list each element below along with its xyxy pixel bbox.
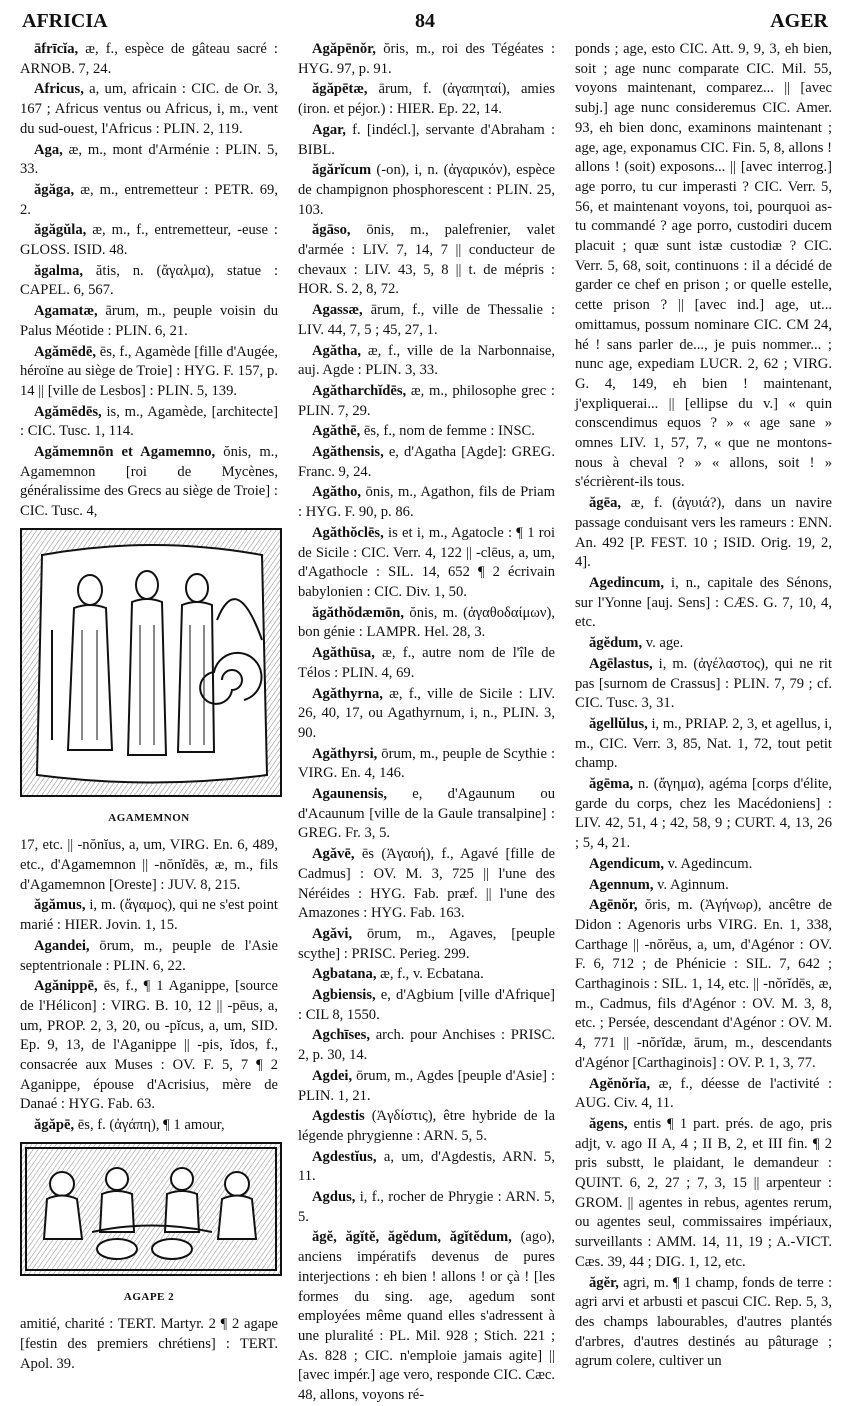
- entry-headword: Agdestĭus,: [312, 1148, 377, 1165]
- entry-headword: Agăthūsa,: [312, 645, 375, 662]
- entry-definition: æ, f., v. Ecbatana.: [376, 966, 484, 983]
- dictionary-entry: [298, 80, 555, 119]
- dictionary-entry: [20, 977, 278, 1115]
- entry-headword: ăgĕr,: [589, 1274, 619, 1291]
- dictionary-entry: [575, 876, 832, 896]
- dictionary-entry: [575, 715, 832, 774]
- entry-definition: (-on), i, n. (ἀγαρικόν), espèce de champignon phosphorescent : PLIN. 25, 103.: [298, 162, 555, 218]
- dictionary-entry: [575, 855, 832, 875]
- entry-definition: i, m. (ἄγαμος), qui ne s'est point marié : HIER. Jovin. 1, 15.: [20, 897, 278, 934]
- entry-definition: ōrum, m., Agaves, [peuple scythe] : PRISC. Perieg. 299.: [298, 925, 555, 962]
- entry-headword: Agchīses,: [312, 1027, 370, 1044]
- entry-definition: entis ¶ 1 part. prés. de ago, pris adjt, v. ago II A, 4 ; II B, 2, et III fin. ¶ 2 pris substt, le plaidant, le demandeur : QUINT. 6, 2, 27 ; 7, 3, 15 || arpenteur : GROM. || agentes in rebus, agentes rerum, ou agentes seul, commissaires impériaux, surveillants : AMM. 14, 11, 19 ; A.-VICT. Cæs. 39, 44 ; DIG. 1, 12, etc.: [575, 1115, 832, 1270]
- dictionary-entry: [20, 1116, 278, 1136]
- dictionary-entry: [298, 443, 555, 482]
- entry-definition: æ, f., ville de la Narbonnaise, auj. Agde : PLIN. 3, 33.: [298, 342, 555, 379]
- entry-headword: Agdei,: [312, 1067, 353, 1084]
- entry-definition: ōrum, m., peuple de Scythie : VIRG. En. 4, 146.: [298, 745, 555, 782]
- entry-definition: v. Aginnum.: [653, 876, 729, 893]
- entry-headword: Agaunensis,: [312, 786, 388, 803]
- entry-definition: ŏris, m., roi des Tégéates : HYG. 97, p. 91.: [298, 41, 555, 77]
- entry-headword: Agennum,: [589, 876, 654, 893]
- entry-headword: ăgăpētæ,: [312, 81, 368, 98]
- dictionary-entry: [20, 443, 278, 522]
- entry-headword: ăgămus,: [34, 897, 86, 914]
- entry-definition: arch. pour Anchises : PRISC. 2, p. 30, 14.: [298, 1027, 555, 1064]
- dictionary-entry: [298, 1228, 555, 1405]
- entry-headword: Agănippē,: [34, 978, 98, 995]
- entry-definition: ōrum, m., Agdes [peuple d'Asie] : PLIN. 1, 21.: [298, 1067, 555, 1104]
- entry-definition: i, m., PRIAP. 2, 3, et agellus, i, m., CIC. Verr. 3, 85, Nat. 1, 72, tout petit champ.: [575, 715, 832, 772]
- entry-definition: ponds ; age, esto CIC. Att. 9, 9, 3, eh bien, soit ; age nunc comparate CIC. Mil. 55, voyons maintenant, comparez... || [avec subj.] age nunc consideremus CIC. Amer. 93, eh bien donc, examinons maintenant ; age, age, exponamus CIC. Fin. 5, 8, allons ! allons ! (soit) exposons... || [avec interrog.] age porro, tu cur imperasti ? CIC. Verr. 5, 56, et maintenant voyons, toi, pourquoi as-tu commandé ? age porro, custodiri ducem placuit ; quæ sunt istæ custodiæ ? CIC. Verr. 5, 68, soit, continuons : il a décidé de garder ce chef en prison ; or quelle estelle, cette prison ? || [avec ind.] age, ut... omittamus, possum nominare CIC. CM 24, hé ! sans parler de..., je puis nommer... ; nunc age, expediam LUCR. 2, 62 ; VIRG. G. 4, 149, eh bien ! maintenant, j'expliquerai... || [ellipse du v.] « quin conscendimus equos ? » « age sane » omnes LIV. 1, 57, 7, « que ne montons-nous à cheval ? » « allons, soit ! » s'écrièrent-ils tous.: [575, 41, 832, 491]
- entry-definition: i, f., rocher de Phrygie : ARN. 5, 5.: [298, 1189, 555, 1225]
- entry-headword: ăgēa,: [589, 495, 622, 512]
- figure-agamemnon: [20, 528, 278, 828]
- dictionary-entry: [298, 1026, 555, 1065]
- dictionary-entry: [298, 483, 555, 522]
- entry-headword: Agăthē,: [312, 423, 361, 440]
- entry-definition: ēs (Ἀγαυή), f., Agavé [fille de Cadmus] : OV. M. 3, 725 || l'une des Néréides : HYG. Fab. præf. || l'une des Amazones : HYG. Fab. 163.: [298, 846, 555, 922]
- entry-definition: e, d'Agatha [Agde]: GREG. Franc. 9, 24.: [298, 444, 555, 480]
- dictionary-entry: [20, 181, 278, 220]
- entry-headword: Agătharchĭdēs,: [312, 382, 407, 399]
- dictionary-entry: [298, 925, 555, 964]
- entry-headword: āfrīcĭa,: [34, 41, 79, 57]
- dictionary-entry: [575, 1075, 832, 1114]
- entry-headword: Agēnŏr,: [589, 897, 638, 914]
- dictionary-entry: [298, 382, 555, 421]
- dictionary-entry: [575, 1274, 832, 1373]
- dictionary-entry: [20, 262, 278, 301]
- entry-definition: a, um, africain : CIC. de Or. 3, 167 ; Africus ventus ou Africus, i, m., vent du sud-ouest, l'Africus : PLIN. 2, 119.: [20, 81, 278, 137]
- entry-headword: Agămēdē,: [34, 343, 97, 360]
- entry-definition: amitié, charité : TERT. Martyr. 2 ¶ 2 agape [festin des premiers chrétiens] : TERT. Apol. 39.: [20, 1316, 278, 1372]
- entry-definition: v. age.: [642, 635, 684, 652]
- entry-headword: Agēlastus,: [589, 655, 653, 672]
- entry-headword: Agdus,: [312, 1189, 356, 1206]
- dictionary-entry: [575, 634, 832, 654]
- entry-definition: ārum, f., ville de Thessalie : LIV. 44, 7, 5 ; 45, 27, 1.: [298, 302, 555, 338]
- entry-headword: ăgăgŭla,: [34, 222, 87, 239]
- entry-definition: is, m., Agamède, [architecte] : CIC. Tusc. 1, 114.: [20, 403, 278, 440]
- entry-definition: is et i, m., Agatocle : ¶ 1 roi de Sicile : CIC. Verr. 4, 122 || -clēus, a, um, d'Agathocle : SIL. 14, 652 ¶ 2 écrivain babylonien : CIC. Div. 1, 50.: [298, 524, 555, 600]
- page-number: 84: [415, 10, 435, 32]
- dictionary-entry: [298, 785, 555, 844]
- dictionary-entry: [298, 422, 555, 442]
- entry-headword: ăgăga,: [34, 181, 75, 198]
- entry-definition: v. Agedincum.: [664, 855, 753, 872]
- dictionary-entry: [298, 342, 555, 381]
- entry-headword: Agăthŏclēs,: [312, 524, 384, 541]
- column-3: [575, 40, 832, 1370]
- dictionary-entry: [20, 343, 278, 402]
- entry-definition: ŏnis, m. (ἀγαθοδαίμων), bon génie : LAMPR. Hel. 28, 3.: [298, 604, 555, 641]
- entry-definition: æ, f., ville de Sicile : LIV. 26, 40, 17, ou Agathyrnum, i, n., PLIN. 3, 90.: [298, 685, 555, 741]
- entry-definition: n. (ἄγημα), agéma [corps d'élite, garde du corps, chez les Macédoniens] : LIV. 42, 51, 4 ; 42, 58, 9 ; CURT. 4, 13, 26 ; 5, 4, 21.: [575, 776, 832, 852]
- entry-headword: Agăthyrna,: [312, 685, 383, 702]
- entry-headword: Agar,: [312, 121, 346, 138]
- dictionary-entry: [298, 40, 555, 79]
- dictionary-entry: [298, 685, 555, 744]
- figure-caption: AGAPE 2: [123, 1290, 175, 1303]
- dictionary-entry: [20, 141, 278, 180]
- entry-headword: Agăthyrsi,: [312, 745, 378, 762]
- dictionary-entry: [20, 302, 278, 341]
- entry-headword: Agamatæ,: [34, 303, 98, 320]
- dictionary-entry: [575, 896, 832, 1073]
- column-1: [20, 40, 278, 1372]
- entry-definition: ēs, f., ¶ 1 Aganippe, [source de l'Hélicon] : VIRG. B. 10, 12 || -pēus, a, um, PROP. 2, 3, 20, ou -pĭcus, a, um, SID. Ep. 9, 13, de l'Aganippe || -pis, ĭdos, f., consacrée aux Muses : OV. F. 5, 7 ¶ 2 Aganippe, épouse d'Acrisius, mère de Danaé : HYG. Fab. 63.: [20, 978, 278, 1113]
- entry-definition: ōnis, m., Agathon, fils de Priam : HYG. F. 90, p. 86.: [298, 484, 555, 521]
- entry-definition: æ, m., philosophe grec : PLIN. 7, 29.: [298, 382, 555, 419]
- entry-headword: Agbiensis,: [312, 987, 376, 1004]
- entry-definition: ēs, f., Agamède [fille d'Augée, héroïne au siège de Troie] : HYG. F. 157, p. 14 || [ville de Lesbos] : PLIN. 5, 139.: [20, 343, 278, 399]
- entry-headword: ăgalma,: [34, 262, 84, 279]
- dictionary-entry: [298, 965, 555, 985]
- entry-headword: Agandei,: [34, 937, 90, 954]
- dictionary-entry: [20, 1315, 278, 1374]
- entry-definition: agri, m. ¶ 1 champ, fonds de terre : agri arvi et arbusti et pascui CIC. Rep. 5, 3, des champs labourables, d'autres plantés d'arbres, d'autres destinés au pâturage ; agrum colere, cultiver un: [575, 1274, 832, 1370]
- dictionary-entry: [20, 40, 278, 79]
- entry-headword: ăgens,: [589, 1115, 628, 1132]
- dictionary-entry: [298, 161, 555, 220]
- entry-headword: Agătha,: [312, 342, 362, 359]
- dictionary-entry: [298, 221, 555, 300]
- entry-headword: ăgăthŏdæmōn,: [312, 604, 405, 621]
- dictionary-entry: [298, 1188, 555, 1227]
- entry-definition: f. [indécl.], servante d'Abraham : BIBL.: [298, 121, 555, 158]
- entry-headword: Agăpēnŏr,: [312, 41, 376, 57]
- entry-definition: e, d'Agaunum ou d'Acaunum [ville de la Gaule transalpine] : GREG. Fr. 3, 5.: [298, 786, 555, 842]
- dictionary-entry: [298, 1148, 555, 1187]
- running-header: [22, 10, 828, 34]
- dictionary-entry: [575, 1115, 832, 1273]
- dictionary-entry: [298, 604, 555, 643]
- entry-headword: Aga,: [34, 141, 63, 158]
- dictionary-entry: [575, 655, 832, 714]
- entry-headword: ăgăpē,: [34, 1117, 75, 1134]
- dictionary-entry: [298, 745, 555, 784]
- dictionary-entry: [298, 986, 555, 1025]
- dictionary-entry: [20, 403, 278, 442]
- entry-definition: ōnis, m., palefrenier, valet d'armée : LIV. 7, 14, 7 || conducteur de chevaux : LIV. 43, 5, 8 || t. de mépris : HOR. S. 2, 8, 72.: [298, 222, 555, 298]
- entry-definition: i, n., capitale des Sénons, sur l'Yonne [auj. Sens] : CÆS. G. 7, 10, 4, etc.: [575, 574, 832, 631]
- entry-headword: Agedincum,: [589, 574, 664, 591]
- entry-definition: a, um, d'Agdestis, ARN. 5, 11.: [298, 1148, 555, 1185]
- entry-definition: e, d'Agbium [ville d'Afrique] : CIL 8, 1550.: [298, 987, 555, 1023]
- entry-headword: Agămemnōn et Agamemno,: [34, 444, 216, 461]
- entry-headword: Agassæ,: [312, 302, 363, 319]
- entry-headword: Agăvi,: [312, 925, 353, 942]
- entry-definition: æ, m., entremetteur : PETR. 69, 2.: [20, 181, 278, 218]
- dictionary-entry: [20, 836, 278, 895]
- entry-definition: ārum, f. (ἀγαπηταί), amies (iron. et péjor.) : HIER. Ep. 22, 14.: [298, 81, 555, 118]
- entry-definition: (ago), anciens impératifs devenus de pures interjections : eh bien ! allons ! or çà ! [les formes du sing. age, agedum sont employées même quand elles s'adressent à une pluralité : PL. Mil. 928 ; Stich. 221 ; As. 828 ; CIC. n'emploie jamais agite] || [avec impér.] age vero, responde CIC. Cæc. 48, allons, voyons ré-: [298, 1229, 556, 1404]
- dictionary-entry: [20, 80, 278, 139]
- dictionary-entry: [298, 301, 555, 340]
- dictionary-entry: [298, 121, 555, 160]
- entry-definition: ārum, m., peuple voisin du Palus Méotide : PLIN. 6, 21.: [20, 303, 278, 339]
- figure-caption: AGAMEMNON: [108, 811, 190, 824]
- entry-headword: Agendicum,: [589, 855, 664, 872]
- entry-headword: Agĕnŏrĭa,: [589, 1075, 651, 1092]
- entry-definition: ŏnis, m., Agamemnon [roi de Mycènes, généralissime des Grecs au siège de Troie] : CIC. Tusc. 4,: [20, 444, 278, 520]
- dictionary-entry: [298, 1107, 555, 1146]
- entry-headword: Agătho,: [312, 484, 362, 501]
- entry-headword: Agăthensis,: [312, 444, 384, 461]
- entry-headword: ăgellŭlus,: [589, 715, 648, 732]
- dictionary-entry: [575, 40, 832, 493]
- dictionary-entry: [20, 896, 278, 935]
- entry-definition: ēs, f., nom de femme : INSC.: [360, 423, 535, 440]
- entry-headword: Agăvē,: [312, 846, 355, 863]
- entry-definition: æ, f., déesse de l'activité : AUG. Civ. 4, 11.: [575, 1075, 832, 1112]
- entry-headword: ăgāso,: [312, 222, 351, 239]
- entry-definition: (Ἀγδίστις), être hybride de la légende phrygienne : ARN. 5, 5.: [298, 1108, 555, 1144]
- entry-headword: Agbatana,: [312, 966, 377, 983]
- entry-definition: i, m. (ἀγέλαστος), qui ne rit pas [surnom de Crassus] : PLIN. 7, 79 ; cf. CIC. Tusc. 3, 31.: [575, 655, 832, 712]
- entry-headword: ăgēma,: [589, 776, 634, 793]
- entry-headword: ăgĕdum,: [589, 635, 643, 652]
- entry-definition: ŏris, m. (Ἀγήνωρ), ancêtre de Didon : Agenoris urbs VIRG. En. 1, 338, Carthage || -nŏrĕus, a, um, d'Agénor : OV. F. 6, 712 ; de Phénicie : SIL. 7, 642 ; Carthaginois : SIL. 1, 14, etc. || -nŏrĭdēs, æ, m., Cadmus, fils d'Agénor : OV. M. 3, 8, etc. ; Persée, descendant d'Agénor : OV. M. 4, 771 || -nŏrĭdæ, ārum, m., descendants d'Agénor [Carthaginois] : OV. P. 1, 3, 77.: [575, 897, 832, 1071]
- dictionary-entry: [298, 644, 555, 683]
- entry-headword: Agdestis: [312, 1108, 365, 1125]
- dictionary-entry: [575, 574, 832, 633]
- entry-headword: Africus,: [34, 81, 84, 98]
- header-left-guideword: AFRICIA: [22, 10, 108, 32]
- dictionary-entry: [20, 221, 278, 260]
- entry-definition: ēs, f. (ἀγάπη), ¶ 1 amour,: [74, 1117, 225, 1134]
- entry-definition: 17, etc. || -nŏnĭus, a, um, VIRG. En. 6, 489, etc., d'Agamemnon || -nŏnĭdēs, æ, m., fils d'Agamemnon [Oreste] : JUV. 8, 215.: [20, 837, 278, 893]
- entry-headword: ăgărĭcum: [312, 162, 372, 179]
- entry-definition: æ, f., autre nom de l'île de Télos : PLIN. 4, 69.: [298, 645, 555, 681]
- dictionary-entry: [298, 524, 555, 603]
- entry-headword: Agămēdēs,: [34, 403, 102, 420]
- dictionary-entry: [20, 937, 278, 976]
- dictionary-entry: [298, 1067, 555, 1106]
- entry-definition: ătis, n. (ἄγαλμα), statue : CAPEL. 6, 567.: [20, 262, 278, 299]
- entry-definition: ōrum, m., peuple de l'Asie septentrionale : PLIN. 6, 22.: [20, 937, 278, 974]
- entry-definition: æ, f. (ἀγυιά?), dans un navire passage conduisant vers les rameurs : ENN. An. 492 [P. FEST. 10 ; ISID. Orig. 19, 2, 4].: [575, 495, 832, 571]
- header-right-guideword: AGER: [770, 10, 828, 32]
- entry-headword: ăgĕ, ăgĭtĕ, ăgĕdum, ăgĭtĕdum,: [312, 1229, 512, 1246]
- entry-definition: æ, m., f., entremetteur, -euse : GLOSS. ISID. 48.: [20, 222, 278, 259]
- column-2: [298, 40, 556, 1404]
- entry-definition: æ, f., espèce de gâteau sacré : ARNOB. 7, 24.: [20, 41, 278, 77]
- dictionary-entry: [298, 845, 555, 924]
- dictionary-entry: [575, 494, 832, 573]
- dictionary-entry: [575, 775, 832, 854]
- entry-definition: æ, m., mont d'Arménie : PLIN. 5, 33.: [20, 141, 278, 178]
- figure-agape: [20, 1142, 278, 1307]
